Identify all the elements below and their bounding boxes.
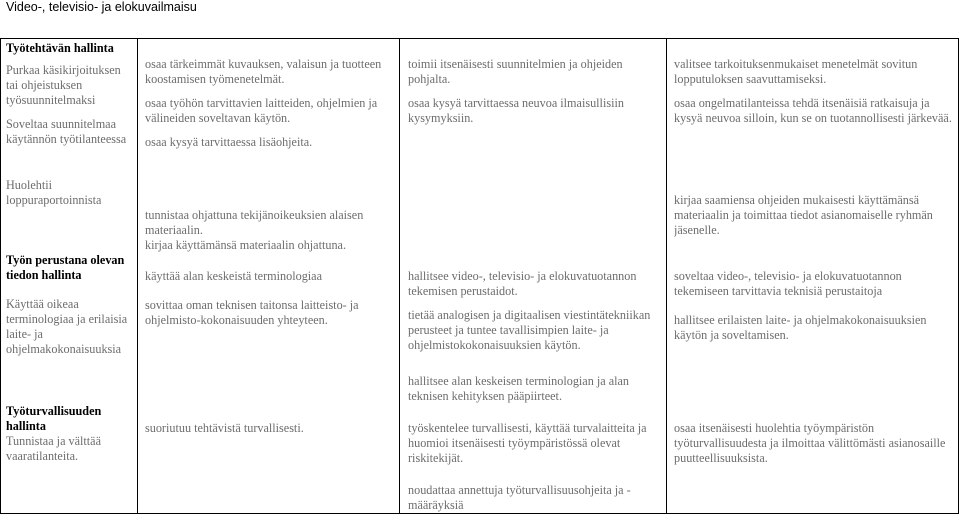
row3-col2-cell bbox=[408, 269, 662, 404]
row2-col1-item: tunnistaa ohjattuna tekijänoikeuksien alaisen materiaalin. kirjaa käyttämänsä materiaalin ohjattuna. bbox=[145, 208, 364, 252]
row4-left-item: Tunnistaa ja välttää vaaratilanteita. bbox=[6, 434, 102, 463]
row3-left-item: Käyttää oikeaa terminologiaa ja erilaisia laite- ja ohjelmakokonaisuuksia bbox=[6, 297, 128, 356]
row1-col3-item: osaa ongelmatilanteissa tehdä itsenäisiä ratkaisuja ja kysyä neuvoa silloin, kun se on tuotannollisesti järkevää. bbox=[674, 96, 952, 125]
row3-left-cell bbox=[6, 253, 134, 357]
table-top-border bbox=[0, 38, 959, 39]
row3-col3-item: soveltaa video-, televisio- ja elokuvatuotannon tekemiseen tarvittavia teknisiä perustaitoja bbox=[674, 269, 902, 298]
row3-col1-item: käyttää alan keskeistä terminologiaa bbox=[145, 269, 322, 283]
row1-col2-item: osaa kysyä tarvittaessa neuvoa ilmaisullisiin kysymyksiin. bbox=[408, 96, 624, 125]
row1-col1-item: osaa tärkeimmät kuvauksen, valaisun ja tuotteen koostamisen työmenetelmät. bbox=[145, 57, 382, 86]
row3-col1-item: sovittaa oman teknisen taitonsa laitteisto- ja ohjelmisto-kokonaisuuden yhteyteen. bbox=[145, 298, 359, 327]
row1-left-item: Purkaa käsikirjoituksen tai ohjeistuksen työsuunnitelmaksi bbox=[6, 63, 121, 107]
row1-col2-cell bbox=[408, 57, 662, 126]
row4-col1-cell bbox=[145, 421, 395, 436]
row3-col2-item: hallitsee video-, televisio- ja elokuvatuotannon tekemisen perustaidot. bbox=[408, 269, 637, 298]
row4-heading: Työturvallisuuden hallinta bbox=[6, 404, 102, 433]
page-title: Video-, televisio- ja elokuvailmaisu bbox=[6, 0, 197, 14]
row1-col3-cell bbox=[674, 57, 954, 126]
row1-col3-item: valitsee tarkoituksenmukaiset menetelmät sovitun lopputuloksen saavuttamiseksi. bbox=[674, 57, 918, 86]
row3-heading: Työn perustana olevan tiedon hallinta bbox=[6, 253, 125, 282]
row2-left-cell bbox=[6, 178, 134, 208]
row2-left-item: Huolehtii loppuraportoinnista bbox=[6, 178, 102, 207]
row4-col2-item: noudattaa annettuja työturvallisuusohjeita ja - määräyksiä bbox=[408, 483, 631, 512]
row4-col2-item: työskentelee turvallisesti, käyttää turvalaitteita ja huomioi itsenäisesti työympäristössä olevat riskitekijät. bbox=[408, 421, 647, 465]
table-right-border bbox=[958, 38, 959, 514]
row2-col3-item: kirjaa saamiensa ohjeiden mukaisesti käyttämänsä materiaalin ja toimittaa tiedot asianomaiselle ryhmän jäsenelle. bbox=[674, 193, 933, 237]
row1-col1-item: osaa kysyä tarvittaessa lisäohjeita. bbox=[145, 135, 313, 149]
row1-col1-cell bbox=[145, 57, 395, 150]
row1-left-cell bbox=[6, 41, 134, 147]
column-divider-3 bbox=[666, 38, 667, 514]
row1-col2-item: toimii itsenäisesti suunnitelmien ja ohjeiden pohjalta. bbox=[408, 57, 623, 86]
row4-col2-cell bbox=[408, 421, 662, 513]
row2-col1-cell bbox=[145, 193, 395, 268]
row3-col3-item: hallitsee erilaisten laite- ja ohjelmakokonaisuuksien käytön ja soveltamisen. bbox=[674, 313, 927, 342]
table-left-border bbox=[0, 38, 1, 514]
row3-col1-cell bbox=[145, 269, 395, 328]
row4-col1-item: suoriutuu tehtävistä turvallisesti. bbox=[145, 421, 304, 435]
column-divider-2 bbox=[399, 38, 400, 514]
row1-col1-item: osaa työhön tarvittavien laitteiden, ohjelmien ja välineiden soveltavan käytön. bbox=[145, 96, 378, 125]
row4-left-cell bbox=[6, 404, 134, 464]
row1-heading: Työtehtävän hallinta bbox=[6, 41, 114, 55]
row4-col3-cell bbox=[674, 421, 954, 466]
row3-col2-item: tietää analogisen ja digitaalisen viestintätekniikan perusteet ja tuntee tavallisimpien laite- ja ohjelmistokokonaisuuksien käytön. bbox=[408, 308, 651, 352]
row4-col3-item: osaa itsenäisesti huolehtia työympäristön työturvallisuudesta ja ilmoittaa välittömästi asianosaille puutteellisuuksista. bbox=[674, 421, 946, 465]
row3-col2-item: hallitsee alan keskeisen terminologian ja alan teknisen kehityksen pääpiirteet. bbox=[408, 374, 629, 403]
row3-col3-cell bbox=[674, 269, 954, 343]
assessment-table bbox=[0, 38, 960, 514]
row1-left-item: Soveltaa suunnitelmaa käytännön työtilanteessa bbox=[6, 117, 127, 146]
column-divider-1 bbox=[137, 38, 138, 514]
row2-col3-cell bbox=[674, 193, 954, 238]
